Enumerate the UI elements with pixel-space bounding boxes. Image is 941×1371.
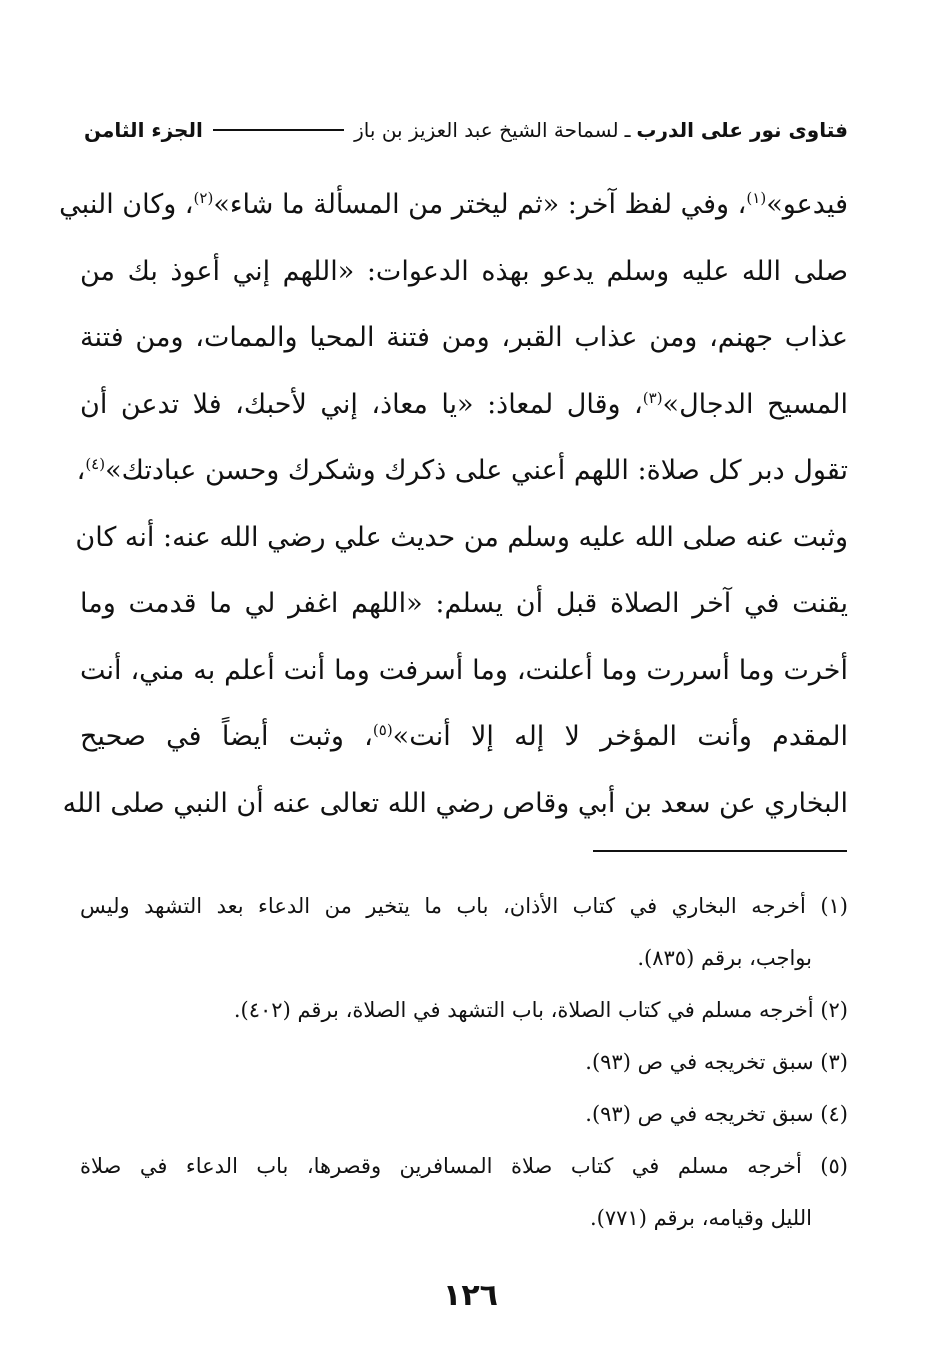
footnote-4: (٤) سبق تخريجه في ص (٩٣). xyxy=(585,1102,848,1126)
footnote-ref: (٤) xyxy=(85,455,106,473)
footnote-ref: (١) xyxy=(746,189,767,207)
page-number: ١٢٦ xyxy=(443,1278,498,1313)
footnote-1: (١) أخرجه البخاري في كتاب الأذان، باب ما يتخير من الدعاء بعد التشهد وليس xyxy=(80,894,848,918)
running-header xyxy=(84,112,848,148)
header-rule xyxy=(213,129,344,131)
text-line: البخاري عن سعد بن أبي وقاص رضي الله تعالى عنه أن النبي صلى الله xyxy=(62,787,848,819)
footnote-1-continued: بواجب، برقم (٨٣٥). xyxy=(637,946,812,970)
text-line: تقول دبر كل صلاة: اللهم أعني على ذكرك وشكرك وحسن عبادتك»$^{(٤)}$، xyxy=(76,455,848,486)
footnote-2: (٢) أخرجه مسلم في كتاب الصلاة، باب التشهد في الصلاة، برقم (٤٠٢). xyxy=(233,998,848,1022)
footnote-ref: (٣) xyxy=(642,388,663,407)
footnotes xyxy=(80,880,848,1244)
book-title: فتاوى نور على الدرب xyxy=(636,118,848,142)
footnote-3: (٣) سبق تخريجه في ص (٩٣). xyxy=(585,1050,848,1074)
author-name: لسماحة الشيخ عبد العزيز بن باز xyxy=(354,118,619,142)
text-line: المسيح الدجال»$^{(٣)}$، وقال لمعاذ: «يا معاذ، إني لأحبك، فلا تدعن أن xyxy=(80,388,848,420)
text-line: المقدم وأنت المؤخر لا إله إلا أنت»$^{(٥)}$، وثبت أيضاً في صحيح xyxy=(80,721,848,752)
footnote-ref: (٥) xyxy=(372,721,393,739)
text-line: فيدعو»$^{(١)}$، وفي لفظ آخر: «ثم ليختر من المسألة ما شاء»$^{(٢)}$، وكان النبي xyxy=(59,189,848,220)
footnote-5-continued: الليل وقيامه، برقم (٧٧١). xyxy=(589,1206,812,1230)
text-line: يقنت في آخر الصلاة قبل أن يسلم: «اللهم اغفر لي ما قدمت وما xyxy=(80,588,848,619)
main-text xyxy=(59,172,848,837)
footnote-separator xyxy=(593,850,847,852)
header-title-group xyxy=(354,118,848,142)
header-separator: ـ xyxy=(624,118,631,142)
text-line: وثبت عنه صلى الله عليه وسلم من حديث علي رضي الله عنه: أنه كان xyxy=(75,521,848,553)
text-line: أخرت وما أسررت وما أعلنت، وما أسرفت وما أنت أعلم به مني، أنت xyxy=(80,654,848,686)
part-label: الجزء الثامن xyxy=(84,118,203,142)
footnote-ref: (٢) xyxy=(193,189,214,207)
footnote-5: (٥) أخرجه مسلم في كتاب صلاة المسافرين وقصرها، باب الدعاء في صلاة xyxy=(80,1154,848,1178)
text-line: صلى الله عليه وسلم يدعو بهذه الدعوات: «اللهم إني أعوذ بك من xyxy=(80,255,848,287)
text-line: عذاب جهنم، ومن عذاب القبر، ومن فتنة المحيا والممات، ومن فتنة xyxy=(80,322,848,353)
